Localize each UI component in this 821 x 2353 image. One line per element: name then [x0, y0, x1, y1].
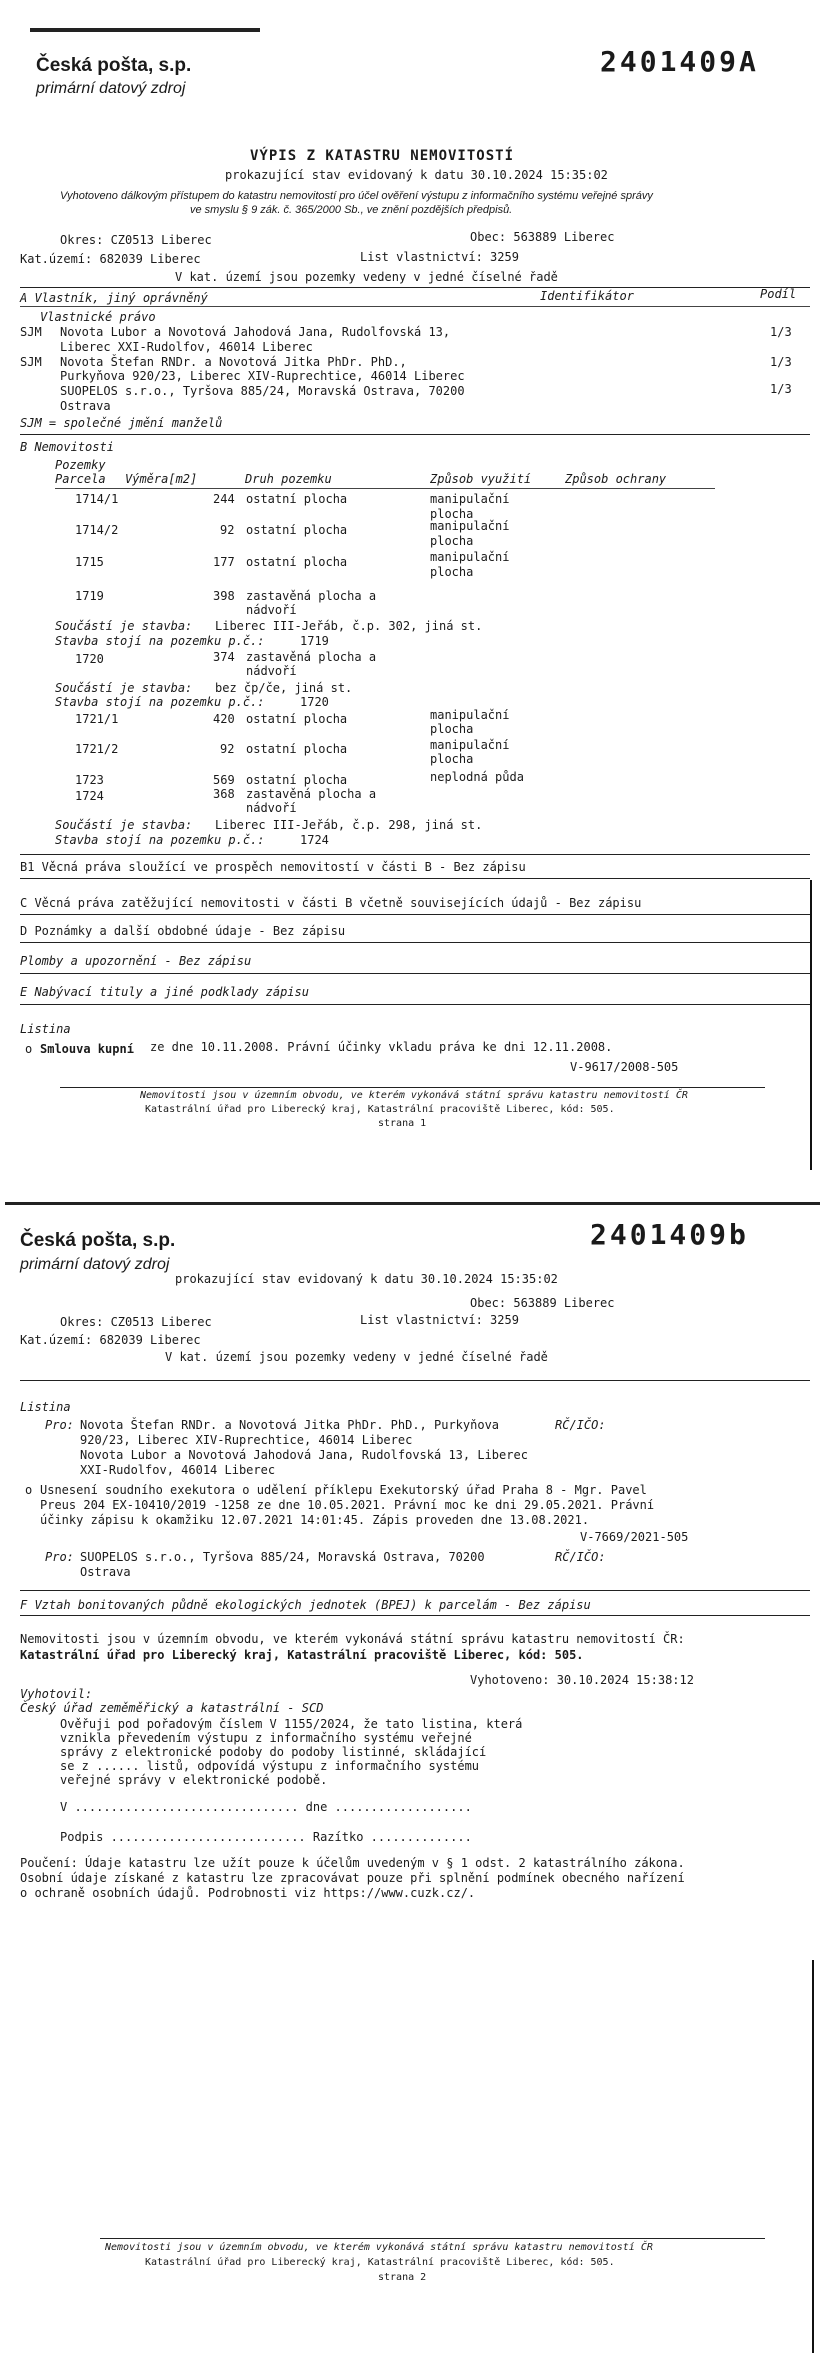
document-stamp: 2401409b — [590, 1218, 749, 1251]
notice-line-2: ve smyslu § 9 zák. č. 365/2000 Sb., ve znění pozdějších předpisů. — [190, 204, 513, 216]
section-a-heading: A Vlastník, jiný oprávněný — [20, 291, 208, 305]
parcel-area: 177 — [213, 555, 235, 569]
parcel-note: V kat. území jsou pozemky vedeny v jedné číselné řadě — [165, 1350, 548, 1364]
place-date-line: V ............................... dne ................... — [60, 1800, 472, 1814]
pouceni-line-3: o ochraně osobních údajů. Podrobnosti viz https://www.cuzk.cz/. — [20, 1886, 476, 1900]
owner-1-line-2: Liberec XXI-Rudolfov, 46014 Liberec — [60, 340, 313, 354]
signature-line: Podpis ........................... Razítko .............. — [60, 1830, 472, 1844]
divider — [20, 942, 810, 943]
section-c: C Věcná práva zatěžující nemovitosti v části B včetně souvisejících údajů - Bez zápisu — [20, 896, 642, 910]
kat-uzemi: Kat.území: 682039 Liberec — [20, 252, 201, 266]
divider — [20, 1380, 810, 1381]
brand-subtitle: primární datový zdroj — [20, 1256, 170, 1273]
divider — [20, 306, 810, 307]
owner-2-tag: SJM — [20, 355, 42, 369]
divider — [20, 1590, 810, 1591]
parcel-area: 368 — [213, 787, 235, 801]
parcel-type: ostatní plocha — [246, 492, 348, 506]
parcel-type: ostatní plocha — [246, 523, 348, 537]
parcel-type: ostatní plocha — [246, 712, 348, 726]
pro-1-line-1: Novota Štefan RNDr. a Novotová Jitka PhDr. PhD., Purkyňova — [80, 1418, 500, 1432]
parcel-type-2: nádvoří — [246, 603, 297, 617]
obec: Obec: 563889 Liberec — [470, 230, 615, 244]
parcel-number: 1714/1 — [75, 492, 119, 506]
page-subtitle: prokazující stav evidovaný k datu 30.10.2024 15:35:02 — [175, 1272, 558, 1286]
divider — [20, 1615, 810, 1616]
owner-3-share: 1/3 — [770, 382, 792, 396]
stoji-value: 1719 — [300, 634, 329, 648]
obec: Obec: 563889 Liberec — [470, 1296, 615, 1310]
stoji-label: Stavba stojí na pozemku p.č.: — [55, 695, 265, 709]
section-f: F Vztah bonitovaných půdně ekologických jednotek (BPEJ) k parcelám - Bez zápisu — [20, 1598, 591, 1612]
notice-line-1: Vyhotoveno dálkovým přístupem do katastru nemovitostí pro účel ověření výstupu z informačního systému veřejné správy — [60, 190, 653, 202]
section-b-heading: B Nemovitosti — [20, 440, 114, 454]
pro-2-line-1: SUOPELOS s.r.o., Tyršova 885/24, Moravská Ostrava, 70200 — [80, 1550, 485, 1564]
parcel-type: ostatní plocha — [246, 773, 348, 787]
usneseni-line-2: Preus 204 EX-10410/2019 -1258 ze dne 10.05.2021. Právní moc ke dni 29.05.2021. Právní — [40, 1498, 655, 1512]
parcel-type: zastavěná plocha a — [246, 787, 377, 801]
owner-3-line-2: Ostrava — [60, 399, 111, 413]
pro-label: Pro: — [45, 1418, 74, 1432]
okres: Okres: CZ0513 Liberec — [60, 1315, 212, 1329]
list-bullet: o — [25, 1483, 33, 1497]
divider — [20, 1004, 810, 1005]
parcel-type: ostatní plocha — [246, 742, 348, 756]
page-2 — [0, 1200, 821, 2353]
page-1 — [0, 0, 821, 1170]
soucast-value: Liberec III-Jeřáb, č.p. 302, jiná st. — [215, 619, 483, 633]
soucast-label: Součástí je stavba: — [55, 681, 193, 695]
col-parcela: Parcela — [55, 472, 106, 486]
overuji-line-3: správy z elektronické podoby do podoby listinné, skládající — [60, 1745, 487, 1759]
page-edge-mark — [812, 1960, 814, 2353]
divider — [60, 1087, 765, 1088]
pozemky-label: Pozemky — [55, 458, 106, 472]
page-number: strana 1 — [378, 1118, 427, 1129]
footer-line-1: Nemovitosti jsou v územním obvodu, ve kterém vykonává státní správu katastru nemovitostí ČR — [105, 2242, 653, 2253]
pouceni-line-1: Poučení: Údaje katastru lze užít pouze k účelům uvedeným v § 1 odst. 2 katastrálního zákona. — [20, 1856, 685, 1870]
usneseni-line-3: účinky zápisu k okamžiku 12.07.2021 14:01:45. Zápis proveden dne 13.08.2021. — [40, 1513, 590, 1527]
vlastnicke-pravo-label: Vlastnické právo — [40, 310, 156, 324]
parcel-area: 244 — [213, 492, 235, 506]
pro-2-line-2: Ostrava — [80, 1565, 131, 1579]
pouceni-line-2: Osobní údaje získané z katastru lze zpracovávat pouze při splnění podmínek obecného nařízení — [20, 1871, 685, 1885]
parcel-number: 1715 — [75, 555, 104, 569]
parcel-area: 569 — [213, 773, 235, 787]
divider — [20, 973, 810, 974]
stoji-value: 1724 — [300, 833, 329, 847]
list-vlastnictvi: List vlastnictví: 3259 — [360, 250, 519, 264]
parcel-use: manipulační — [430, 550, 510, 564]
section-e: E Nabývací tituly a jiné podklady zápisu — [20, 985, 309, 999]
stoji-label: Stavba stojí na pozemku p.č.: — [55, 833, 265, 847]
list-bullet: o — [25, 1042, 33, 1056]
nemovitosti-line-2: Katastrální úřad pro Liberecký kraj, Katastrální pracoviště Liberec, kód: 505. — [20, 1648, 584, 1662]
owner-2-line-2: Purkyňova 920/23, Liberec XIV-Ruprechtice, 46014 Liberec — [60, 369, 465, 383]
nemovitosti-line-1: Nemovitosti jsou v územním obvodu, ve kterém vykonává státní správu katastru nemovitostí ČR: — [20, 1632, 685, 1646]
col-zpusob-vyuziti: Způsob využití — [430, 472, 532, 486]
parcel-area: 398 — [213, 589, 235, 603]
podil-header: Podíl — [760, 287, 797, 301]
listina-label: Listina — [20, 1400, 71, 1414]
vyhotoveno: Vyhotoveno: 30.10.2024 15:38:12 — [470, 1673, 694, 1687]
rc-label: RČ/IČO: — [555, 1418, 606, 1432]
parcel-area: 92 — [220, 523, 235, 537]
owner-1-tag: SJM — [20, 325, 42, 339]
col-druh: Druh pozemku — [245, 472, 332, 486]
listina-item-text: ze dne 10.11.2008. Právní účinky vkladu práva ke dni 12.11.2008. — [150, 1040, 613, 1054]
sjm-note: SJM = společné jmění manželů — [20, 416, 223, 430]
parcel-use-2: plocha — [430, 565, 474, 579]
brand-subtitle: primární datový zdroj — [36, 80, 186, 97]
divider — [20, 914, 810, 915]
soucast-value: Liberec III-Jeřáb, č.p. 298, jiná st. — [215, 818, 483, 832]
stoji-value: 1720 — [300, 695, 329, 709]
document-stamp: 2401409A — [600, 45, 759, 78]
overuji-line-1: Ověřuji pod pořadovým číslem V 1155/2024, že tato listina, která — [60, 1717, 523, 1731]
col-zpusob-ochrany: Způsob ochrany — [565, 472, 667, 486]
parcel-type-2: nádvoří — [246, 801, 297, 815]
rc-label-2: RČ/IČO: — [555, 1550, 606, 1564]
divider — [20, 434, 810, 435]
pro-1-line-4: XXI-Rudolfov, 46014 Liberec — [80, 1463, 276, 1477]
owner-2-line-1: Novota Štefan RNDr. a Novotová Jitka PhDr. PhD., — [60, 355, 407, 369]
parcel-number: 1721/1 — [75, 712, 119, 726]
parcel-type: ostatní plocha — [246, 555, 348, 569]
parcel-number: 1714/2 — [75, 523, 119, 537]
pro-1-line-2: 920/23, Liberec XIV-Ruprechtice, 46014 Liberec — [80, 1433, 413, 1447]
brand-name: Česká pošta, s.p. — [20, 1230, 176, 1251]
parcel-type-2: nádvoří — [246, 664, 297, 678]
okres: Okres: CZ0513 Liberec — [60, 233, 212, 247]
usneseni-line-1: Usnesení soudního exekutora o udělení příklepu Exekutorský úřad Praha 8 - Mgr. Pavel — [40, 1483, 647, 1497]
soucast-label: Součástí je stavba: — [55, 619, 193, 633]
parcel-type: zastavěná plocha a — [246, 589, 377, 603]
soucast-label: Součástí je stavba: — [55, 818, 193, 832]
parcel-use: manipulační — [430, 708, 510, 722]
page-edge-mark — [810, 880, 812, 1170]
divider — [100, 2238, 765, 2239]
parcel-number: 1723 — [75, 773, 104, 787]
parcel-use: manipulační — [430, 492, 510, 506]
parcel-number: 1719 — [75, 589, 104, 603]
owner-1-line-1: Novota Lubor a Novotová Jahodová Jana, Rudolfovská 13, — [60, 325, 451, 339]
brand-name: Česká pošta, s.p. — [36, 55, 192, 76]
page-number: strana 2 — [378, 2272, 427, 2283]
parcel-use-2: plocha — [430, 507, 474, 521]
page-subtitle: prokazující stav evidovaný k datu 30.10.2024 15:35:02 — [225, 168, 608, 182]
kat-uzemi: Kat.území: 682039 Liberec — [20, 1333, 201, 1347]
parcel-use: manipulační — [430, 738, 510, 752]
listina-label: Listina — [20, 1022, 71, 1036]
parcel-number: 1724 — [75, 789, 104, 803]
plomby: Plomby a upozornění - Bez zápisu — [20, 954, 252, 968]
col-vymera: Výměra[m2] — [125, 472, 198, 486]
soucast-value: bez čp/če, jiná st. — [215, 681, 353, 695]
listina-reference: V-9617/2008-505 — [570, 1060, 679, 1074]
owner-1-share: 1/3 — [770, 325, 792, 339]
pro-1-line-3: Novota Lubor a Novotová Jahodová Jana, Rudolfovská 13, Liberec — [80, 1448, 528, 1462]
parcel-use-2: plocha — [430, 722, 474, 736]
listina-item-title: Smlouva kupní — [40, 1042, 134, 1056]
vyhotovil-label: Vyhotovil: — [20, 1687, 93, 1701]
stoji-label: Stavba stojí na pozemku p.č.: — [55, 634, 265, 648]
footer-line-1: Nemovitosti jsou v územním obvodu, ve kterém vykonává státní správu katastru nemovitostí ČR — [140, 1090, 688, 1101]
parcel-area: 374 — [213, 650, 235, 664]
footer-line-2: Katastrální úřad pro Liberecký kraj, Katastrální pracoviště Liberec, kód: 505. — [145, 1104, 615, 1115]
header-rule — [5, 1202, 820, 1205]
parcel-use: manipulační — [430, 519, 510, 533]
parcel-number: 1721/2 — [75, 742, 119, 756]
parcel-use-2: plocha — [430, 534, 474, 548]
parcel-note: V kat. území jsou pozemky vedeny v jedné číselné řadě — [175, 270, 558, 284]
owner-2-share: 1/3 — [770, 355, 792, 369]
pro-label-2: Pro: — [45, 1550, 74, 1564]
section-d: D Poznámky a další obdobné údaje - Bez zápisu — [20, 924, 346, 938]
overuji-line-2: vznikla převedením výstupu z informačního systému veřejné — [60, 1731, 472, 1745]
usneseni-reference: V-7669/2021-505 — [580, 1530, 689, 1544]
divider — [20, 878, 810, 879]
parcel-use-2: plocha — [430, 752, 474, 766]
header-rule — [30, 28, 260, 32]
list-vlastnictvi: List vlastnictví: 3259 — [360, 1313, 519, 1327]
divider — [55, 488, 715, 489]
parcel-area: 420 — [213, 712, 235, 726]
urad: Český úřad zeměměřický a katastrální - SCD — [20, 1701, 324, 1715]
owner-3-line-1: SUOPELOS s.r.o., Tyršova 885/24, Moravská Ostrava, 70200 — [60, 384, 465, 398]
section-b1: B1 Věcná práva sloužící ve prospěch nemovitostí v části B - Bez zápisu — [20, 860, 526, 874]
parcel-area: 92 — [220, 742, 235, 756]
page-title: VÝPIS Z KATASTRU NEMOVITOSTÍ — [250, 148, 515, 164]
divider — [20, 854, 810, 855]
parcel-type: zastavěná plocha a — [246, 650, 377, 664]
divider — [20, 287, 810, 288]
overuji-line-4: se z ...... listů, odpovídá výstupu z informačního systému — [60, 1759, 480, 1773]
identifikator-header: Identifikátor — [540, 289, 634, 303]
overuji-line-5: veřejné správy v elektronické podobě. — [60, 1773, 328, 1787]
parcel-use: neplodná půda — [430, 770, 524, 784]
page-gap — [0, 1170, 821, 1200]
footer-line-2: Katastrální úřad pro Liberecký kraj, Katastrální pracoviště Liberec, kód: 505. — [145, 2257, 615, 2268]
parcel-number: 1720 — [75, 652, 104, 666]
